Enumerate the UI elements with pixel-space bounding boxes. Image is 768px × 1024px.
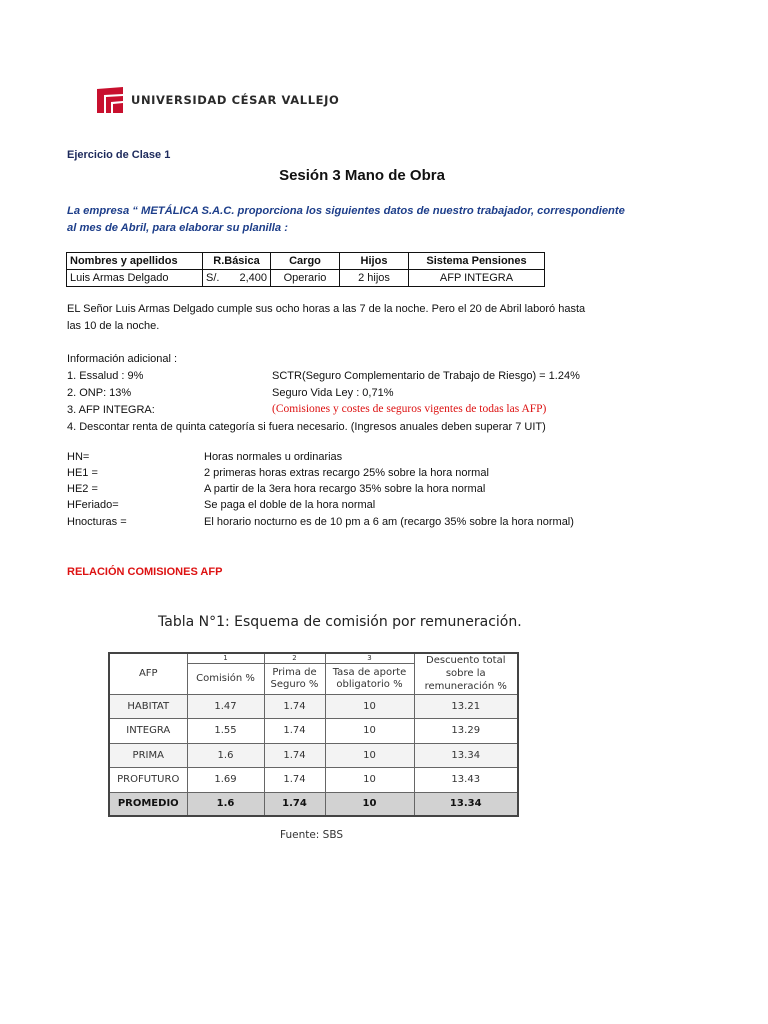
def-desc-he2: A partir de la 3era hora recargo 35% sobre la hora normal	[204, 483, 486, 495]
table-row	[109, 719, 518, 744]
prima-header-line-2: Seguro %	[270, 678, 319, 690]
def-label-hn: HN=	[67, 451, 90, 463]
desc-header-line-2: sobre la	[445, 668, 486, 680]
afp-tasa: 10	[325, 768, 414, 793]
afp-header-descuento	[414, 653, 518, 694]
afp-name: PROFUTURO	[109, 768, 187, 793]
header-sistema-pensiones: Sistema Pensiones	[409, 253, 545, 270]
work-hours-paragraph	[67, 301, 627, 335]
average-comision: 1.6	[187, 792, 264, 816]
table-row	[109, 743, 518, 768]
col-number-1: 1	[187, 653, 264, 663]
employee-hijos: 2 hijos	[340, 270, 409, 287]
afp-header-afp: AFP	[109, 653, 187, 694]
paragraph-line-1: EL Señor Luis Armas Delgado cumple sus ocho horas a las 7 de la noche. Pero el 20 de Abril laboró hasta	[67, 303, 586, 315]
intro-line-2: al mes de Abril, para elaborar su planilla :	[67, 222, 288, 234]
desc-header-line-1: Descuento total	[426, 655, 506, 667]
afp-tasa: 10	[325, 694, 414, 719]
desc-header-line-3: remuneración %	[424, 681, 507, 693]
employee-cargo: Operario	[271, 270, 340, 287]
afp-tasa: 10	[325, 719, 414, 744]
afp-commission-table	[108, 652, 519, 817]
afp-total: 13.34	[414, 743, 518, 768]
def-label-hnocturnas: Hnocturas =	[67, 516, 127, 528]
afp-comision: 1.6	[187, 743, 264, 768]
average-tasa: 10	[325, 792, 414, 816]
exercise-label: Ejercicio de Clase 1	[67, 149, 171, 161]
header-cargo: Cargo	[271, 253, 340, 270]
def-desc-hferiado: Se paga el doble de la hora normal	[204, 499, 376, 511]
def-label-he2: HE2 =	[67, 483, 98, 495]
employee-pension: AFP INTEGRA	[409, 270, 545, 287]
afp-name: PRIMA	[109, 743, 187, 768]
currency: S/.	[206, 272, 220, 284]
ucv-shield-icon	[95, 85, 125, 115]
tasa-header-line-2: obligatorio %	[336, 678, 403, 690]
def-label-he1: HE1 =	[67, 467, 98, 479]
prima-header-line-1: Prima de	[272, 666, 317, 678]
average-label: PROMEDIO	[109, 792, 187, 816]
table-row	[109, 768, 518, 793]
intro-text	[67, 203, 647, 237]
afp-total: 13.21	[414, 694, 518, 719]
afp-comision: 1.55	[187, 719, 264, 744]
employee-name: Luis Armas Delgado	[67, 270, 203, 287]
relation-heading: RELACIÓN COMISIONES AFP	[67, 566, 223, 578]
afp-tasa: 10	[325, 743, 414, 768]
info-item-onp: 2. ONP: 13%	[67, 387, 132, 399]
average-prima: 1.74	[264, 792, 325, 816]
col-number-3: 3	[325, 653, 414, 663]
salary-value: 2,400	[239, 272, 267, 284]
def-desc-hn: Horas normales u ordinarias	[204, 451, 343, 463]
afp-header-tasa	[325, 663, 414, 694]
afp-header-comision: Comisión %	[187, 663, 264, 694]
info-vida-ley: Seguro Vida Ley : 0,71%	[272, 387, 394, 399]
employee-row	[67, 270, 545, 287]
header-hijos: Hijos	[340, 253, 409, 270]
info-afp-note: (Comisiones y costes de seguros vigentes de todas las AFP)	[272, 403, 547, 415]
afp-total: 13.43	[414, 768, 518, 793]
page-title: Sesión 3 Mano de Obra	[279, 167, 445, 184]
def-desc-hnocturnas: El horario nocturno es de 10 pm a 6 am (recargo 35% sobre la hora normal)	[204, 516, 574, 528]
afp-name: INTEGRA	[109, 719, 187, 744]
average-total: 13.34	[414, 792, 518, 816]
university-logo	[95, 85, 339, 115]
afp-name: HABITAT	[109, 694, 187, 719]
info-heading: Información adicional :	[67, 353, 178, 365]
afp-header-prima	[264, 663, 325, 694]
info-sctr: SCTR(Seguro Complementario de Trabajo de Riesgo) = 1.24%	[272, 370, 580, 382]
afp-column-number-row	[109, 653, 518, 663]
employee-table	[66, 252, 545, 287]
paragraph-line-2: las 10 de la noche.	[67, 320, 160, 332]
average-row	[109, 792, 518, 816]
afp-prima: 1.74	[264, 743, 325, 768]
info-item-essalud: 1. Essalud : 9%	[67, 370, 144, 382]
afp-prima: 1.74	[264, 768, 325, 793]
employee-table-header	[67, 253, 545, 270]
intro-line-1: La empresa “ METÁLICA S.A.C. proporciona los siguientes datos de nuestro trabajador, correspondiente	[67, 205, 625, 217]
info-item-afp: 3. AFP INTEGRA:	[67, 404, 155, 416]
table-row	[109, 694, 518, 719]
logo-text: UNIVERSIDAD CÉSAR VALLEJO	[131, 93, 340, 107]
afp-comision: 1.69	[187, 768, 264, 793]
employee-salary-cell	[203, 270, 271, 287]
tasa-header-line-1: Tasa de aporte	[332, 666, 407, 678]
table-source: Fuente: SBS	[280, 829, 344, 841]
afp-total: 13.29	[414, 719, 518, 744]
afp-prima: 1.74	[264, 694, 325, 719]
afp-comision: 1.47	[187, 694, 264, 719]
afp-table-title: Tabla N°1: Esquema de comisión por remuneración.	[158, 614, 522, 630]
header-nombres: Nombres y apellidos	[67, 253, 203, 270]
def-label-hferiado: HFeriado=	[67, 499, 119, 511]
header-rbasica: R.Básica	[203, 253, 271, 270]
afp-prima: 1.74	[264, 719, 325, 744]
col-number-2: 2	[264, 653, 325, 663]
def-desc-he1: 2 primeras horas extras recargo 25% sobre la hora normal	[204, 467, 489, 479]
info-item-quinta: 4. Descontar renta de quinta categoría si fuera necesario. (Ingresos anuales deben superar 7 UIT)	[67, 421, 546, 433]
